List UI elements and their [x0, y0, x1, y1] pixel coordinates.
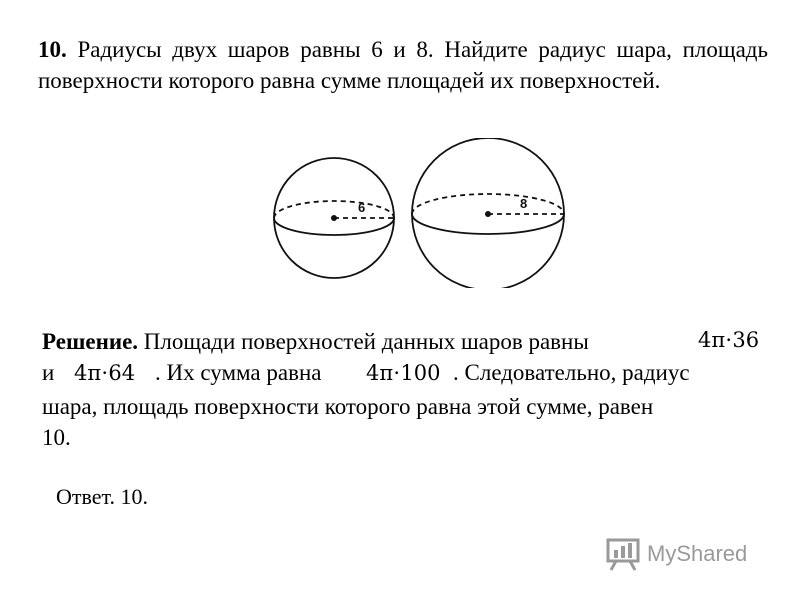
math-4pi-64: 4π⋅64: [74, 361, 136, 385]
solution-sum-text: . Их сумма равна: [155, 360, 322, 385]
myshared-logo-icon: [606, 537, 642, 571]
solution-line-3: [42, 391, 653, 422]
myshared-watermark: [606, 537, 747, 571]
math-4pi-36: 4π⋅36: [698, 328, 760, 352]
problem-statement: [38, 34, 768, 96]
watermark-text: MyShared: [647, 541, 748, 566]
math-4pi-100: 4π⋅100: [366, 361, 441, 385]
solution-therefore-text: . Следовательно, радиус: [453, 360, 690, 385]
solution-text-4: 10.: [42, 425, 71, 450]
problem-number: 10.: [38, 37, 67, 62]
large-radius-label: 8: [520, 196, 528, 211]
spheres-diagram: [260, 138, 580, 288]
solution-line-4: [42, 422, 71, 453]
spheres-figure: [260, 138, 580, 293]
problem-text: Радиусы двух шаров равны 6 и 8. Найдите радиус шара, площадь поверхности которого равна сумме площадей их поверхностей.: [38, 37, 768, 93]
solution-heading: Решение.: [42, 329, 139, 354]
solution-text-1: Площади поверхностей данных шаров равны: [143, 329, 589, 354]
small-radius-label: 6: [358, 200, 366, 215]
solution-line-2-middle: [155, 357, 321, 388]
solution-and: и: [42, 360, 55, 385]
answer: Ответ. 10.: [56, 484, 148, 509]
small-sphere-center: [331, 215, 337, 221]
solution-line-2-prefix: [42, 357, 54, 388]
large-sphere-center: [485, 211, 491, 217]
solution-line-1: [42, 326, 589, 357]
solution-line-2-suffix: [453, 357, 690, 388]
solution-text-3: шара, площадь поверхности которого равна этой сумме, равен: [42, 394, 654, 419]
